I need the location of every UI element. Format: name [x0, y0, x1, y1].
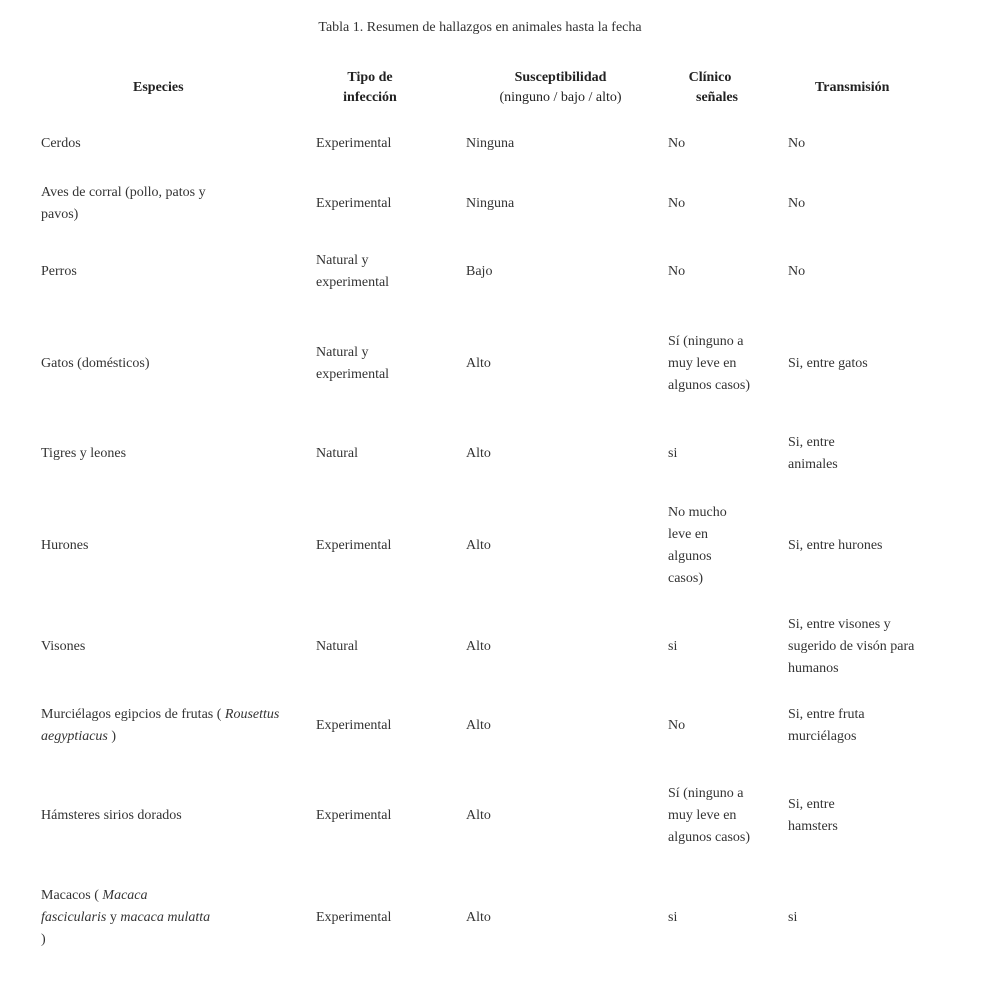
cell-infection: Natural [316, 446, 358, 461]
cell-transmission: No [788, 136, 806, 151]
cell-susceptibility: Ninguna [466, 196, 515, 211]
header-clinical-line1: Clínico [688, 70, 732, 85]
cell-species [41, 704, 309, 748]
header-susceptibility-line2: (ninguno / bajo / alto) [499, 90, 622, 105]
cell-susceptibility: Alto [466, 639, 491, 654]
cell-susceptibility: Alto [466, 910, 491, 925]
cell-infection: Experimental [316, 718, 392, 733]
header-species: Especies [133, 80, 184, 95]
species-text-end: ) [41, 932, 46, 947]
header-infection-line1: Tipo de [347, 70, 393, 85]
cell-transmission: Si, entre hamsters [788, 797, 838, 834]
cell-infection: Experimental [316, 136, 392, 151]
species-scientific-name: Rousettus aegyptiacus [41, 707, 280, 744]
cell-transmission: Si, entre visones y sugerido de visón para humanos [788, 617, 915, 676]
cell-transmission: Si, entre fruta murciélagos [788, 707, 865, 744]
cell-infection: Experimental [316, 196, 392, 211]
cell-species: Tigres y leones [41, 446, 127, 461]
cell-species: Hámsteres sirios dorados [41, 808, 182, 823]
cell-infection: Experimental [316, 808, 392, 823]
cell-transmission: No [788, 196, 806, 211]
cell-clinical: No [668, 264, 686, 279]
cell-clinical: No mucho leve en algunos casos) [668, 505, 727, 586]
cell-transmission: No [788, 264, 806, 279]
cell-susceptibility: Ninguna [466, 136, 515, 151]
cell-susceptibility: Alto [466, 808, 491, 823]
cell-infection: Natural [316, 639, 358, 654]
cell-infection: Experimental [316, 910, 392, 925]
header-transmission: Transmisión [815, 80, 890, 95]
species-text-conjunction: y [109, 910, 117, 925]
cell-species: Aves de corral (pollo, patos y pavos) [41, 185, 206, 222]
header-infection-line2: infección [343, 90, 397, 105]
header-susceptibility-line1: Susceptibilidad [514, 70, 607, 85]
cell-clinical: si [668, 639, 678, 654]
cell-species: Perros [41, 264, 77, 279]
cell-clinical: No [668, 196, 686, 211]
species-text: Murciélagos egipcios de frutas ( [41, 707, 222, 722]
table-caption: Tabla 1. Resumen de hallazgos en animales hasta la fecha [318, 20, 642, 35]
cell-transmission: Si, entre gatos [788, 356, 868, 371]
species-text-end: ) [111, 729, 117, 744]
header-infection [320, 68, 420, 108]
cell-susceptibility: Alto [466, 538, 491, 553]
header-susceptibility [478, 68, 643, 108]
cell-transmission: Si, entre hurones [788, 538, 883, 553]
cell-clinical: si [668, 910, 678, 925]
cell-species: Gatos (domésticos) [41, 356, 150, 371]
cell-species [41, 885, 211, 951]
cell-clinical: No [668, 136, 686, 151]
cell-infection: Natural y experimental [316, 345, 390, 382]
cell-transmission: Si, entre animales [788, 435, 838, 472]
cell-species: Hurones [41, 538, 89, 553]
cell-susceptibility: Alto [466, 446, 491, 461]
cell-susceptibility: Alto [466, 356, 491, 371]
species-text: Macacos ( [41, 888, 99, 903]
cell-susceptibility: Alto [466, 718, 491, 733]
species-scientific-name: Macaca fascicularis [41, 888, 148, 925]
cell-species: Cerdos [41, 136, 81, 151]
header-clinical-line2: señales [696, 90, 738, 105]
cell-susceptibility: Bajo [466, 264, 493, 279]
header-clinical [670, 68, 750, 108]
cell-clinical: Sí (ninguno a muy leve en algunos casos) [668, 334, 751, 393]
cell-clinical: Sí (ninguno a muy leve en algunos casos) [668, 786, 751, 845]
cell-clinical: si [668, 446, 678, 461]
species-scientific-name: macaca mulatta [120, 910, 211, 925]
cell-infection: Natural y experimental [316, 253, 390, 290]
cell-clinical: No [668, 718, 686, 733]
cell-infection: Experimental [316, 538, 392, 553]
cell-transmission: si [788, 910, 798, 925]
cell-species: Visones [41, 639, 86, 654]
